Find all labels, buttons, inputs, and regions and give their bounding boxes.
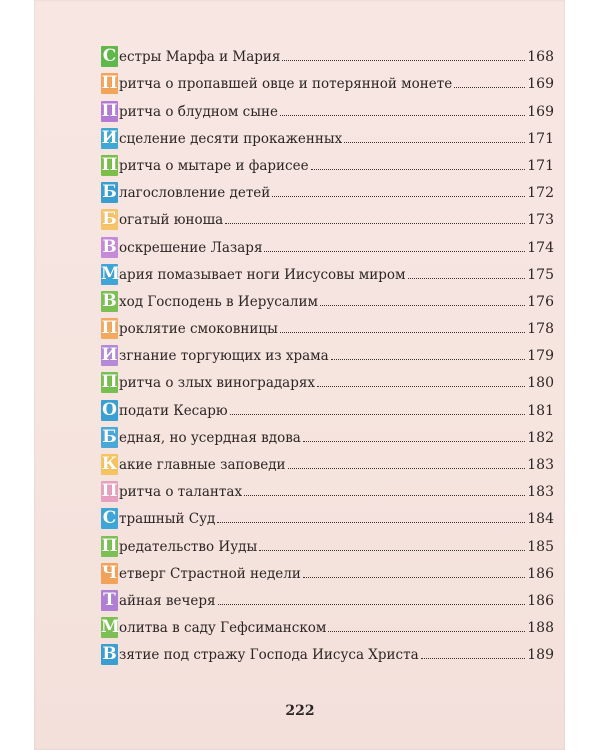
dot-leader xyxy=(317,386,525,387)
dot-leader xyxy=(303,441,525,442)
toc-entry xyxy=(101,584,554,611)
toc-entry xyxy=(101,122,554,149)
toc-entry-page-number: 182 xyxy=(527,429,554,446)
toc-entry xyxy=(101,475,554,502)
toc-entry-page-number: 183 xyxy=(527,484,554,501)
toc-entry-title: згнание торгующих из храма xyxy=(119,348,329,365)
toc-entry xyxy=(101,94,554,121)
toc-entry-title: ритча о злых виноградарях xyxy=(119,375,316,392)
drop-cap-initial: Т xyxy=(101,590,118,611)
toc-entry-title: огатый юноша xyxy=(119,212,224,229)
toc-entry-title: олитва в саду Гефсиманском xyxy=(119,620,327,637)
drop-cap-initial: С xyxy=(102,46,117,67)
drop-cap-initial: И xyxy=(101,345,118,366)
dot-leader xyxy=(230,414,526,415)
dot-leader xyxy=(288,468,526,469)
toc-entry-title: подати Кесарю xyxy=(119,402,228,419)
toc-entry-page-number: 183 xyxy=(527,457,554,473)
drop-cap-initial: И xyxy=(101,127,118,148)
toc-entry-title: оскрешение Лазаря xyxy=(119,239,263,256)
toc-entry-title: роклятие смоковницы xyxy=(119,321,278,338)
toc-entry-page-number: 173 xyxy=(527,212,554,229)
drop-cap-initial: Б xyxy=(102,182,117,203)
toc-entry-title: ритча о талантах xyxy=(119,484,243,501)
drop-cap-initial: В xyxy=(102,644,117,665)
dot-leader xyxy=(303,577,525,578)
toc-entry xyxy=(101,611,554,638)
drop-cap-initial: К xyxy=(101,454,118,474)
dot-leader xyxy=(328,631,525,632)
toc-entry xyxy=(101,203,554,230)
drop-cap-initial: П xyxy=(101,73,118,94)
toc-entry xyxy=(101,502,554,529)
table-of-contents xyxy=(101,40,554,665)
toc-entry-page-number: 169 xyxy=(527,103,554,120)
drop-cap-initial: В xyxy=(102,236,117,257)
toc-entry-page-number: 168 xyxy=(527,49,554,66)
toc-entry xyxy=(101,339,554,366)
toc-entry-title: ритча о блудном сыне xyxy=(119,103,278,120)
drop-cap-initial: П xyxy=(101,535,118,556)
toc-entry xyxy=(101,230,554,257)
dot-leader xyxy=(454,87,525,88)
drop-cap-initial: Б xyxy=(102,209,117,230)
drop-cap-initial: П xyxy=(101,318,118,339)
toc-entry xyxy=(101,285,554,312)
toc-entry-page-number: 172 xyxy=(527,185,554,202)
drop-cap-initial: Ч xyxy=(101,562,118,583)
drop-cap-initial: Б xyxy=(102,426,117,447)
dot-leader xyxy=(264,251,525,252)
toc-entry xyxy=(101,258,554,285)
dot-leader xyxy=(311,169,526,170)
toc-entry-title: трашный Суд xyxy=(119,511,216,528)
toc-entry-title: етверг Страстной недели xyxy=(119,565,301,582)
toc-entry-page-number: 186 xyxy=(527,592,554,609)
toc-entry-title: редательство Иуды xyxy=(119,538,258,555)
toc-entry-page-number: 181 xyxy=(527,402,554,419)
page-number: 222 xyxy=(285,703,315,719)
toc-entry-title: зятие под стражу Господа Иисуса Христа xyxy=(119,647,419,664)
toc-entry-title: ария помазывает ноги Иисусовы миром xyxy=(119,266,406,283)
drop-cap-initial: П xyxy=(101,154,118,175)
toc-entry xyxy=(101,638,554,665)
dot-leader xyxy=(280,332,525,333)
toc-entry-page-number: 174 xyxy=(527,239,554,256)
drop-cap-initial: В xyxy=(102,290,117,311)
drop-cap-initial: М xyxy=(101,617,120,638)
toc-entry-title: ритча о мытаре и фарисее xyxy=(119,157,309,174)
drop-cap-initial: П xyxy=(101,100,118,121)
toc-entry-title: едная, но усердная вдова xyxy=(119,429,301,446)
toc-entry-page-number: 171 xyxy=(527,157,554,174)
dot-leader xyxy=(408,278,526,279)
toc-entry-page-number: 184 xyxy=(527,511,554,528)
toc-entry xyxy=(101,448,554,475)
toc-entry-page-number: 175 xyxy=(527,266,554,283)
dot-leader xyxy=(331,359,526,360)
toc-entry-page-number: 169 xyxy=(527,76,554,93)
toc-entry-page-number: 180 xyxy=(527,375,554,392)
dot-leader xyxy=(421,658,526,659)
toc-entry xyxy=(101,67,554,94)
toc-entry-title: естры Марфа и Мария xyxy=(119,49,281,66)
toc-entry-title: сцеление десяти прокаженных xyxy=(119,130,343,147)
dot-leader xyxy=(282,60,525,61)
drop-cap-initial: С xyxy=(102,508,117,529)
dot-leader xyxy=(259,550,525,551)
toc-entry-page-number: 179 xyxy=(527,348,554,365)
dot-leader xyxy=(280,115,525,116)
toc-entry-page-number: 186 xyxy=(527,565,554,582)
toc-entry xyxy=(101,40,554,67)
toc-entry-page-number: 189 xyxy=(527,647,554,664)
toc-entry-title: акие главные заповеди xyxy=(119,457,286,473)
toc-entry-title: лагословление детей xyxy=(119,185,271,202)
dot-leader xyxy=(344,142,525,143)
toc-entry-page-number: 185 xyxy=(527,538,554,555)
toc-entry-page-number: 176 xyxy=(527,293,554,310)
dot-leader xyxy=(244,495,525,496)
toc-entry xyxy=(101,366,554,393)
dot-leader xyxy=(225,223,525,224)
toc-entry-page-number: 178 xyxy=(527,321,554,338)
dot-leader xyxy=(217,522,525,523)
toc-entry-title: айная вечеря xyxy=(119,592,216,609)
toc-entry-title: ритча о пропавшей овце и потерянной монете xyxy=(119,76,453,93)
book-page xyxy=(34,0,565,750)
drop-cap-initial: О xyxy=(102,399,117,420)
drop-cap-initial: П xyxy=(101,481,118,502)
dot-leader xyxy=(218,604,526,605)
dot-leader xyxy=(272,196,525,197)
toc-entry xyxy=(101,312,554,339)
toc-entry xyxy=(101,529,554,556)
toc-entry xyxy=(101,421,554,448)
toc-entry xyxy=(101,176,554,203)
drop-cap-initial: М xyxy=(101,263,120,284)
toc-entry-title: ход Господень в Иерусалим xyxy=(119,293,318,310)
toc-entry xyxy=(101,393,554,420)
toc-entry-page-number: 171 xyxy=(527,130,554,147)
toc-entry xyxy=(101,557,554,584)
toc-entry xyxy=(101,149,554,176)
drop-cap-initial: П xyxy=(101,372,118,393)
toc-entry-page-number: 188 xyxy=(527,620,554,637)
dot-leader xyxy=(320,305,525,306)
